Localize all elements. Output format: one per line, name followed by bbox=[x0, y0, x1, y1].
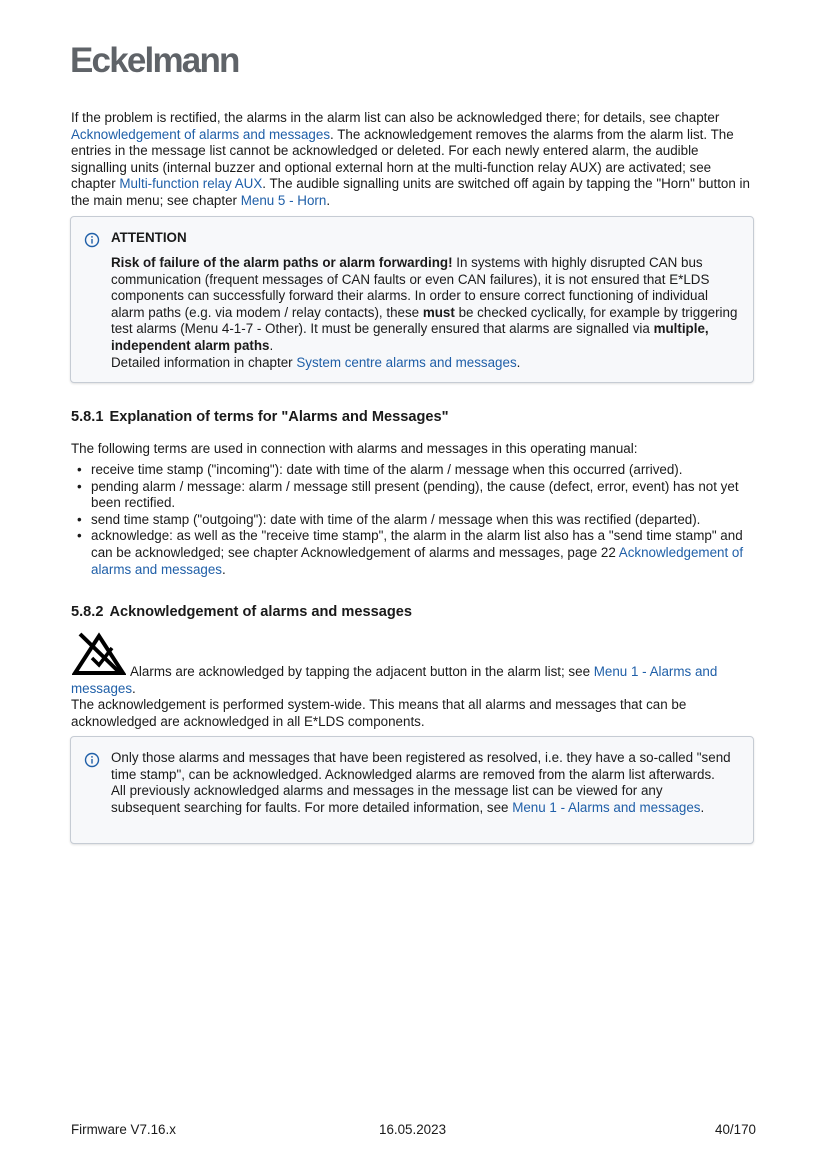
ack-text-1: Alarms are acknowledged by tapping the adjacent button in the alarm list; see bbox=[130, 664, 594, 679]
footer-date: 16.05.2023 bbox=[379, 1122, 447, 1137]
attention-body bbox=[111, 255, 741, 371]
link-menu5-horn[interactable]: Menu 5 - Horn bbox=[240, 192, 327, 208]
link-system-centre-alarms[interactable]: System centre alarms and messages bbox=[296, 354, 517, 370]
link-menu1-alarms-2[interactable]: Menu 1 - Alarms and messages bbox=[512, 799, 701, 815]
attention-bold-1: Risk of failure of the alarm paths or alarm forwarding! bbox=[111, 255, 453, 270]
bullet4-text: acknowledge: as well as the "receive time stamp", the alarm in the alarm list also has a "send time stamp" and can be acknowledged; see chapter Acknowledgement of alarms and messages, page 22 bbox=[91, 528, 743, 560]
attention-bold-2: must bbox=[422, 304, 455, 320]
ack-text-end: . bbox=[132, 680, 136, 696]
attention-bold-3: multiple, independent alarm paths bbox=[111, 321, 709, 353]
attention-text-1: In systems with highly disrupted CAN bus communication (frequent messages of CAN faults or even CAN failures), it is not ensured that E*LDS components can successfully forward their alarms. In order to ensure correct functioning of individual alarm paths (e.g. via modem / relay contacts), these bbox=[111, 255, 710, 320]
link-acknowledgement-2[interactable]: Acknowledgement of alarms and messages bbox=[91, 544, 744, 577]
terms-list bbox=[71, 462, 757, 578]
attention-text-5: . bbox=[516, 354, 521, 370]
note-body bbox=[111, 750, 731, 816]
list-item: • receive time stamp ("incoming"): date with time of the alarm / message when this occurred (arrived). bbox=[71, 462, 757, 479]
section-number-581: 5.8.1 bbox=[71, 409, 104, 425]
attention-text-2: be checked cyclically, for example by triggering test alarms (Menu 4-1-7 - Other). It must be generally ensured that alarms are signalled via bbox=[111, 304, 738, 337]
bullet4-end: . bbox=[222, 561, 226, 577]
intro-text-3: . The audible signalling units are switched off again by tapping the "Horn" button in the main menu; see chapter bbox=[71, 176, 750, 208]
intro-text-4: . bbox=[326, 192, 331, 208]
intro-text-2: . The acknowledgement removes the alarms from the alarm list. The entries in the message list cannot be acknowledged or deleted. For each newly entered alarm, the audible signalling units (internal buzzer and optional external horn at the multi-function relay AUX) are activated; see chapter bbox=[71, 126, 734, 192]
section-title-581: Explanation of terms for "Alarms and Messages" bbox=[109, 409, 449, 425]
section-heading-581 bbox=[71, 408, 449, 426]
link-acknowledgement[interactable]: Acknowledgement of alarms and messages bbox=[71, 126, 331, 142]
info-icon bbox=[84, 232, 100, 248]
attention-text-4: Detailed information in chapter bbox=[111, 354, 297, 370]
section-581-intro: The following terms are used in connection with alarms and messages in this operating manual: bbox=[71, 441, 638, 456]
brand-logo: Eckelmann bbox=[70, 41, 239, 80]
attention-title: ATTENTION bbox=[111, 230, 187, 245]
info-icon bbox=[84, 752, 100, 768]
footer-page: 40/170 bbox=[715, 1122, 756, 1137]
list-item bbox=[71, 528, 757, 578]
ack-paragraph-1 bbox=[71, 664, 757, 697]
intro-paragraph bbox=[71, 110, 757, 210]
note-box bbox=[70, 736, 754, 844]
section-number-582: 5.8.2 bbox=[71, 604, 104, 620]
section-title-582: Acknowledgement of alarms and messages bbox=[109, 604, 412, 620]
note-text: Only those alarms and messages that have been registered as resolved, i.e. they have a so-called "send time stamp", can be acknowledged. Acknowledged alarms are removed from the alarm list afterwards. All previously acknowledged alarms and messages in the message list can be viewed for any subsequent searching for faults. For more detailed information, see bbox=[111, 750, 731, 815]
list-item: • send time stamp ("outgoing"): date with time of the alarm / message when this was rectified (departed). bbox=[71, 512, 757, 529]
list-item: • pending alarm / message: alarm / message still present (pending), the cause (defect, error, event) has not yet been rectified. bbox=[71, 479, 757, 512]
link-multifunction-relay[interactable]: Multi-function relay AUX bbox=[119, 176, 263, 192]
section-heading-582 bbox=[71, 603, 412, 621]
intro-text-1: If the problem is rectified, the alarms in the alarm list can also be acknowledged there; for details, see chapter bbox=[71, 110, 720, 125]
attention-text-3: . bbox=[269, 337, 274, 353]
link-menu1-alarms[interactable]: Menu 1 - Alarms and messages bbox=[71, 664, 718, 696]
note-end: . bbox=[700, 799, 705, 815]
footer-firmware: Firmware V7.16.x bbox=[71, 1122, 176, 1137]
attention-box bbox=[70, 216, 754, 383]
ack-paragraph-2: The acknowledgement is performed system-wide. This means that all alarms and messages that can be acknowledged are acknowledged in all E*LDS components. bbox=[71, 697, 687, 729]
